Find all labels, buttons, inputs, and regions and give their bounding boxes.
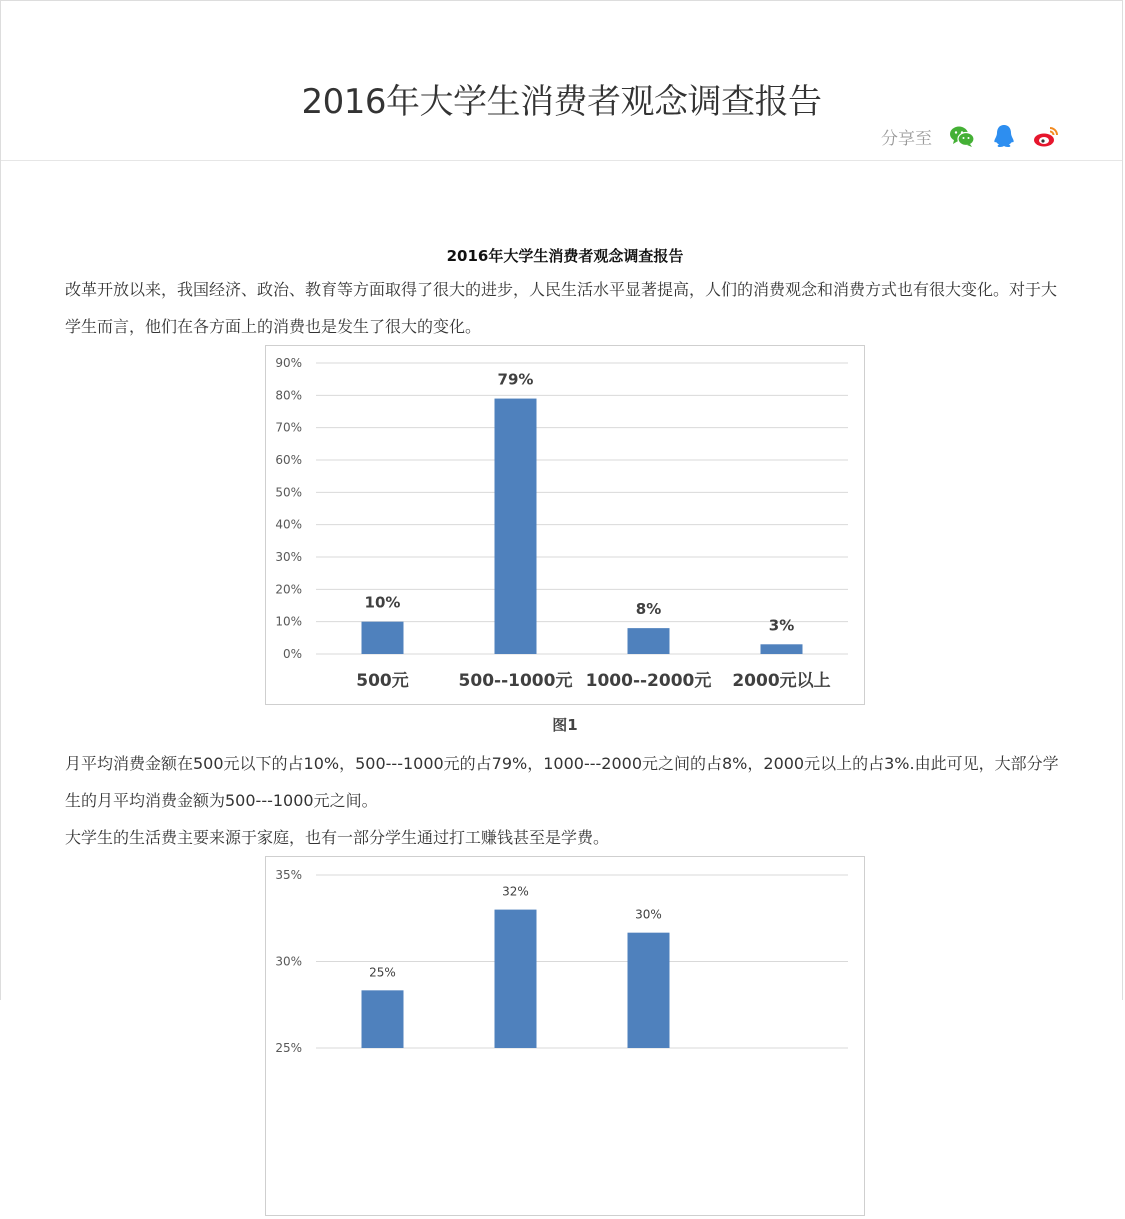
paragraph-intro: 改革开放以来，我国经济、政治、教育等方面取得了很大的进步，人民生活水平显著提高，人们的消费观念和消费方式也有很大变化。对于大学生而言，他们在各方面上的消费也是发生了很大的变化。 (65, 280, 1058, 336)
data-label: 8% (635, 600, 662, 619)
bar (495, 399, 537, 654)
y-tick-label: 0% (282, 647, 302, 661)
y-tick-label: 30% (275, 954, 302, 969)
y-tick-label: 50% (275, 485, 302, 500)
y-tick-label: 40% (275, 517, 302, 532)
chart-figure-2 (265, 856, 865, 1216)
x-category-label: 1000--2000元 (585, 671, 712, 691)
data-label: 30% (635, 907, 662, 922)
page-title: 2016年大学生消费者观念调查报告 (301, 81, 822, 122)
income-source-chart (266, 857, 864, 1215)
share-bar (881, 122, 1060, 150)
qq-icon[interactable] (990, 122, 1018, 150)
page-header (1, 1, 1122, 161)
y-tick-label: 90% (275, 356, 302, 370)
bar (495, 910, 537, 1048)
bar (628, 933, 670, 1048)
y-tick-label: 25% (275, 1041, 302, 1055)
paragraph-income-source: 大学生的生活费主要来源于家庭，也有一部分学生通过打工赚钱甚至是学费。 (65, 828, 610, 847)
paragraph-spending-summary: 月平均消费金额在500元以下的占10%，500---1000元的占79%，1000---2000元之间的占8%，2000元以上的占3%.由此可见，大部分学生的月平均消费金额为500---1000元之间。 (65, 754, 1059, 810)
y-tick-label: 10% (275, 614, 302, 629)
wechat-icon[interactable] (948, 122, 976, 150)
y-tick-label: 35% (275, 868, 302, 882)
monthly-spending-chart (266, 346, 864, 704)
data-label: 32% (502, 884, 529, 899)
y-tick-label: 20% (275, 582, 302, 597)
data-label: 79% (497, 370, 534, 389)
y-tick-label: 80% (275, 388, 302, 403)
y-tick-label: 70% (275, 420, 302, 435)
data-label: 10% (364, 593, 401, 612)
bar (628, 628, 670, 654)
share-label: 分享至 (881, 128, 932, 149)
x-category-label: 500--1000元 (458, 671, 573, 691)
article-heading: 2016年大学生消费者观念调查报告 (446, 247, 684, 265)
y-tick-label: 30% (275, 550, 302, 564)
article-body (65, 241, 1065, 1216)
y-tick-label: 60% (275, 453, 302, 467)
bar (362, 990, 404, 1048)
chart-figure-1 (265, 345, 865, 705)
x-category-label: 2000元以上 (732, 671, 831, 691)
data-label: 3% (768, 616, 795, 635)
figure-caption: 图1 (552, 716, 578, 734)
data-label: 25% (369, 965, 396, 980)
weibo-icon[interactable] (1032, 122, 1060, 150)
bar (362, 622, 404, 654)
x-category-label: 500元 (356, 671, 409, 691)
bar (761, 644, 803, 654)
